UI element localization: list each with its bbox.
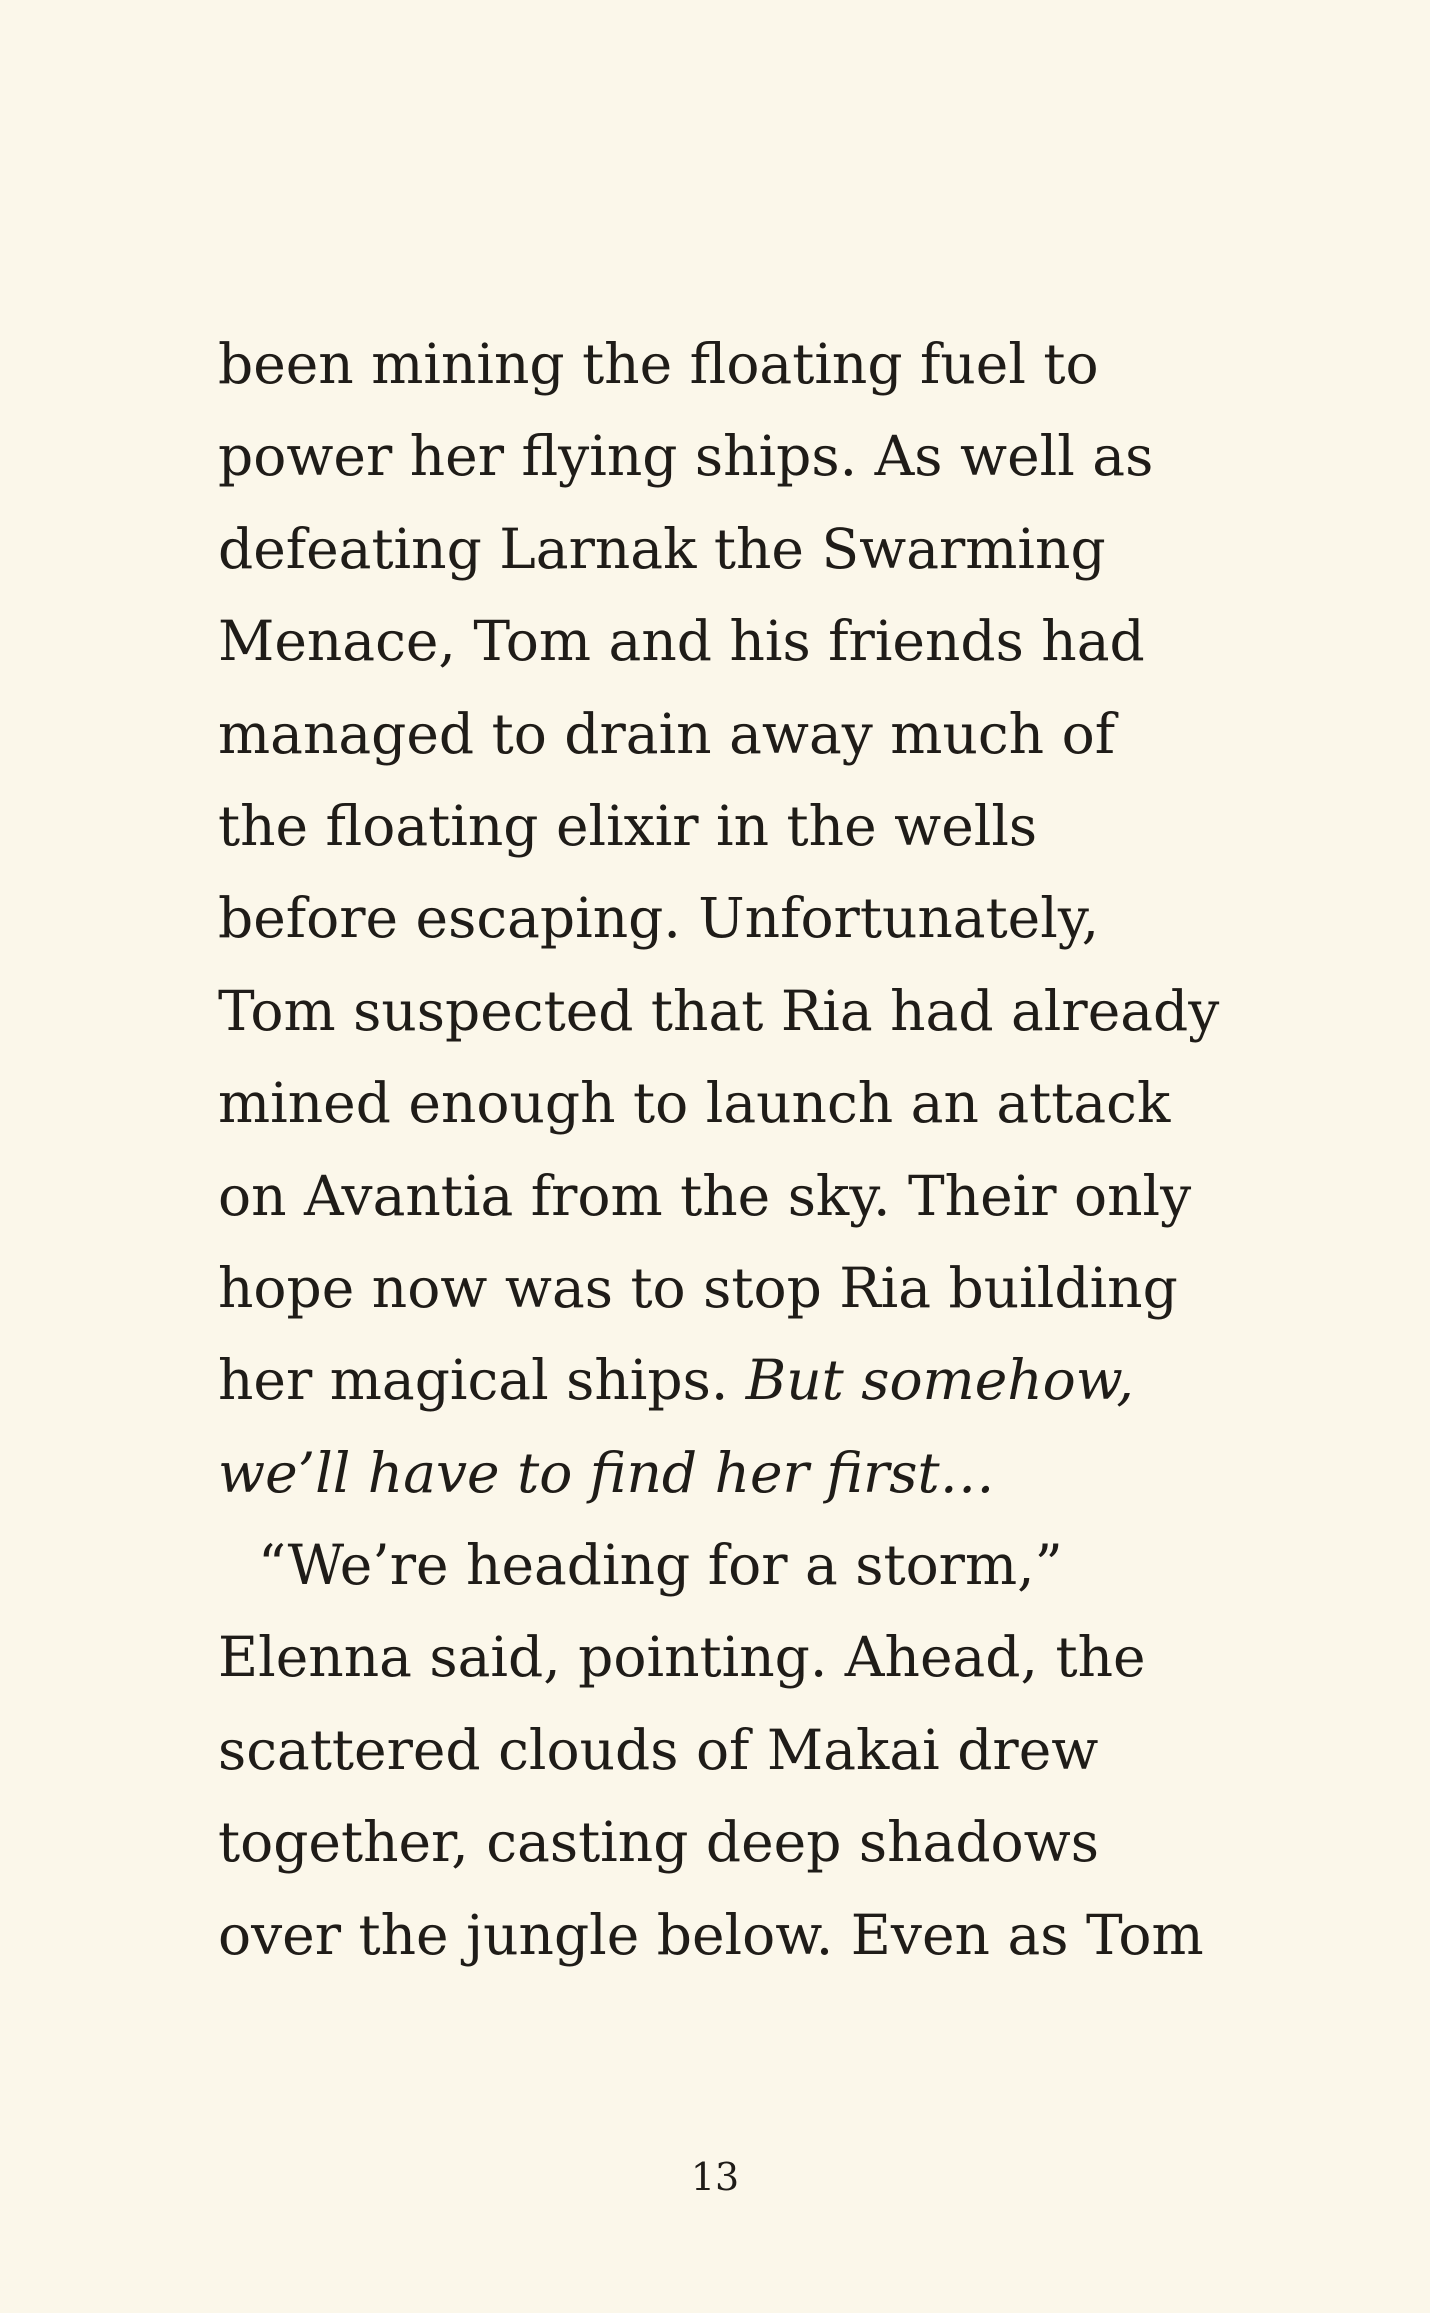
text-line: been mining the floating fuel to: [218, 332, 1099, 396]
text-line-paragraph-start: “We’re heading for a storm,”: [258, 1533, 1063, 1598]
text-line: Tom suspected that Ria had already: [218, 978, 1220, 1043]
body-text: [218, 318, 1278, 1981]
text-line: on Avantia from the sky. Their only: [218, 1163, 1192, 1228]
italic-thought: we’ll have to find her first…: [218, 1440, 995, 1505]
page-number: 13: [690, 2155, 740, 2199]
text-line: over the jungle below. Even as Tom: [218, 1902, 1204, 1967]
text-line: power her flying ships. As well as: [218, 424, 1154, 489]
text-line: Elenna said, pointing. Ahead, the: [218, 1625, 1146, 1690]
text-line: [218, 1427, 1278, 1519]
text-line: hope now was to stop Ria building: [218, 1255, 1178, 1320]
text-line: her magical ships. But somehow,: [218, 1348, 1134, 1413]
text-line: together, casting deep shadows: [218, 1810, 1099, 1875]
italic-thought: But somehow,: [745, 1348, 1134, 1413]
text-line: the floating elixir in the wells: [218, 793, 1038, 858]
text-line: mined enough to launch an attack: [218, 1071, 1171, 1136]
text-line: managed to drain away much of: [218, 701, 1116, 766]
text-line: Menace, Tom and his friends had: [218, 609, 1145, 674]
text-line: before escaping. Unfortunately,: [218, 886, 1100, 951]
text-line: scattered clouds of Makai drew: [218, 1717, 1099, 1782]
text-line: defeating Larnak the Swarming: [218, 516, 1106, 581]
